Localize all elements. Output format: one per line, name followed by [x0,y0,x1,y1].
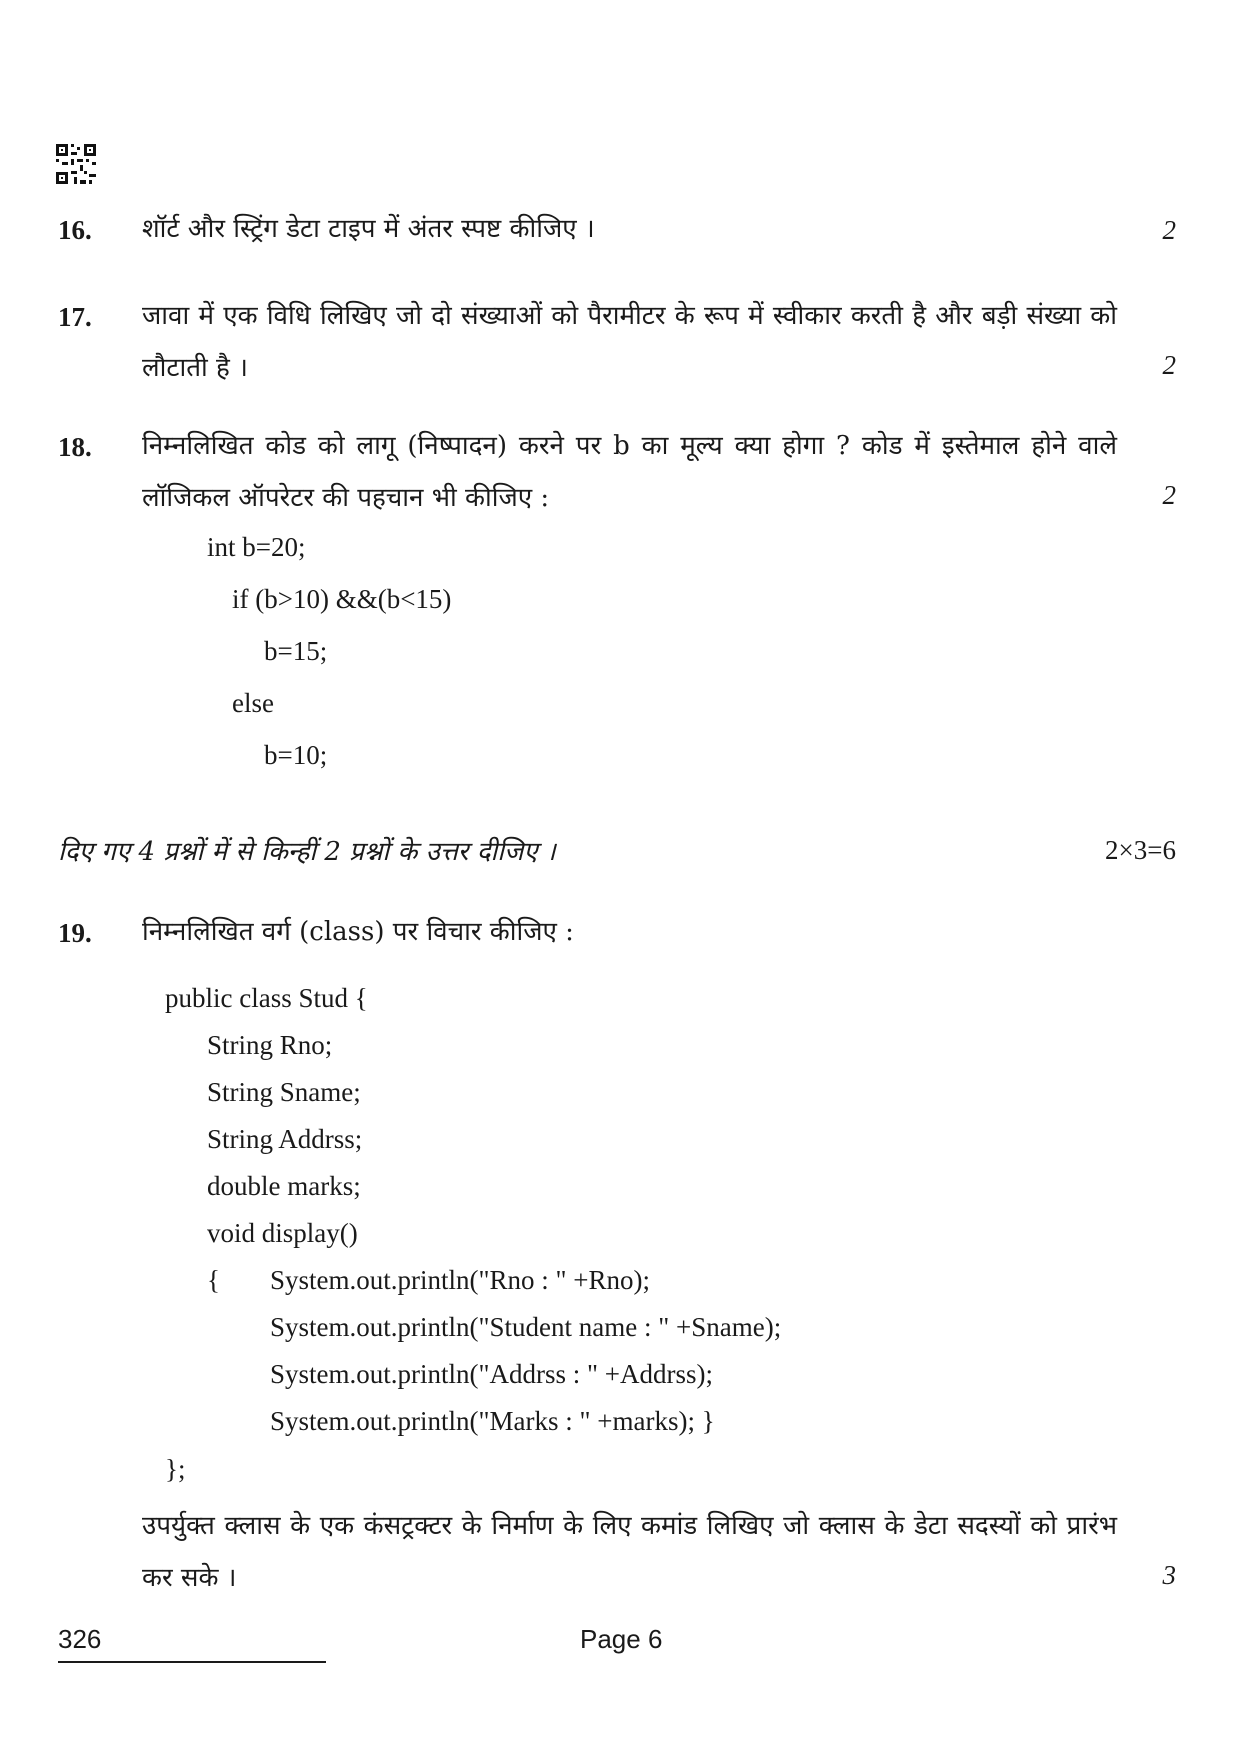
code-line: else [232,688,274,718]
footer-divider [58,1661,326,1663]
code-line: System.out.println("Marks : " +marks); } [270,1406,715,1436]
code-line: System.out.println("Addrss : " +Addrss); [270,1359,714,1389]
qr-code-icon [56,144,96,184]
question-marks-16: 2 [1162,215,1176,245]
code-line: int b=20; [207,532,306,562]
question-number-19: 19. [58,918,92,948]
question-text-19: उपर्युक्त क्लास के एक कंसट्रक्टर के निर्माण के लिए कमांड लिखिए जो क्लास के डेटा सदस्यों को प्रारंभ कर सके । [142,1511,1117,1593]
question-marks-17: 2 [1162,350,1176,380]
code-line: b=15; [264,636,328,666]
code-line: System.out.println("Student name : " +Sname); [270,1312,782,1342]
section-instruction: दिए गए 4 प्रश्नों में से किन्हीं 2 प्रश्नों के उत्तर दीजिए । [58,837,556,867]
code-line: double marks; [207,1171,361,1201]
code-line: { [207,1265,220,1295]
code-line: String Addrss; [207,1124,363,1154]
question-number-18: 18. [58,432,92,462]
page-number: Page 6 [580,1624,663,1654]
question-marks-19: 3 [1162,1560,1176,1590]
code-line: if (b>10) &&(b<15) [232,584,452,614]
question-text-16: शॉर्ट और स्ट्रिंग डेटा टाइप में अंतर स्पष्ट कीजिए । [142,214,595,244]
question-text-18: निम्नलिखित कोड को लागू (निष्पादन) करने पर b का मूल्य क्या होगा ? कोड में इस्तेमाल होने वाले लॉजिकल ऑपरेटर की पहचान भी कीजिए : [142,431,1117,513]
question-number-16: 16. [58,215,92,245]
question-marks-18: 2 [1162,480,1176,510]
question-number-17: 17. [58,302,92,332]
question-text-17: जावा में एक विधि लिखिए जो दो संख्याओं को पैरामीटर के रूप में स्वीकार करती है और बड़ी संख्या को लौटाती है । [142,301,1117,383]
code-line: b=10; [264,740,328,770]
question-intro-19: निम्नलिखित वर्ग (class) पर विचार कीजिए : [142,917,574,947]
code-line: void display() [207,1218,358,1248]
code-line: String Rno; [207,1030,333,1060]
code-line: System.out.println("Rno : " +Rno); [270,1265,651,1295]
code-line: public class Stud { [165,983,368,1013]
code-line: }; [165,1454,186,1484]
code-line: String Sname; [207,1077,361,1107]
paper-code: 326 [58,1624,102,1654]
section-marks: 2×3=6 [1105,835,1176,865]
